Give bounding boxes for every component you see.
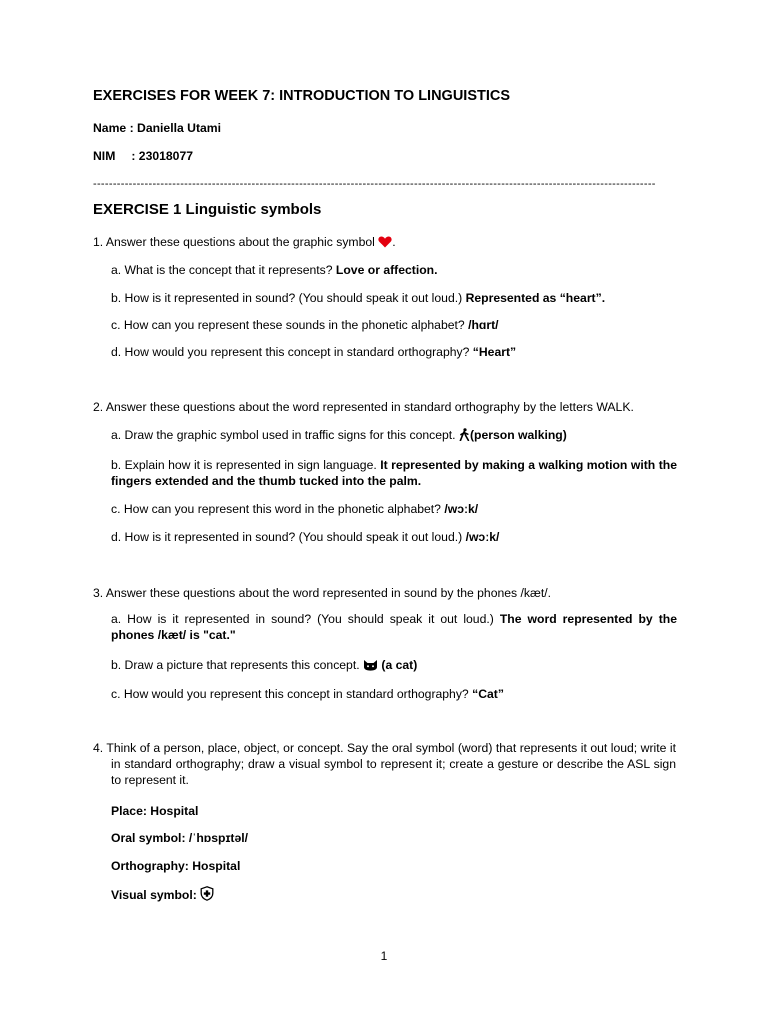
- divider-line: ----------------------------------------------------------------------------------------------------------------------------------------------: [93, 178, 656, 190]
- q3-a-question: a. How is it represented in sound? (You should speak it out loud.): [111, 612, 500, 626]
- q4-prompt: [93, 740, 676, 788]
- q2-d-answer: /wɔːk/: [465, 530, 500, 544]
- q1-b-question: b. How is it represented in sound? (You should speak it out loud.): [111, 291, 466, 305]
- exercise-heading: EXERCISE 1 Linguistic symbols: [93, 201, 322, 218]
- q3-a-answer: The word represented by the phones /kæt/ is "cat.": [111, 612, 677, 642]
- q2-d-question: d. How is it represented in sound? (You should speak it out loud.): [111, 530, 466, 544]
- person-walking-icon: [459, 428, 470, 445]
- q2-c: [111, 501, 677, 517]
- q3-c-question: c. How would you represent this concept in standard orthography?: [111, 687, 473, 701]
- q2-c-question: c. How can you represent this word in the phonetic alphabet?: [111, 502, 445, 516]
- q1-a-answer: Love or affection.: [335, 263, 438, 277]
- cat-face-icon: [363, 659, 378, 675]
- heart-icon: [378, 236, 392, 252]
- q1-a-question: a. What is the concept that it represents?: [111, 263, 336, 277]
- q1-d-answer: “Heart”: [472, 345, 517, 359]
- q2-a-question: a. Draw the graphic symbol used in traffic signs for this concept.: [111, 428, 459, 442]
- q1-prompt-end: .: [392, 235, 396, 249]
- q1-a: [111, 262, 677, 278]
- q3-b-question: b. Draw a picture that represents this concept.: [111, 658, 363, 672]
- hospital-shield-icon: [200, 886, 214, 905]
- q2-b-question: b. Explain how it is represented in sign language.: [111, 458, 381, 472]
- q4-visual-symbol: [111, 886, 677, 905]
- q1-b: [111, 290, 677, 306]
- q3-a: [111, 611, 677, 643]
- q2-b-answer: It represented by making a walking motion with the fingers extended and the thumb tucked into the palm.: [111, 458, 677, 488]
- q2-c-answer: /wɔːk/: [444, 502, 479, 516]
- q1-prompt: [93, 234, 683, 252]
- document-title: EXERCISES FOR WEEK 7: INTRODUCTION TO LINGUISTICS: [93, 88, 511, 104]
- q2-a: [111, 427, 677, 445]
- q2-d: [111, 529, 677, 545]
- q3-c: [111, 686, 677, 702]
- q4-oral-symbol: Oral symbol: /ˈhɒspɪtəl/: [111, 831, 248, 845]
- q1-d-question: d. How would you represent this concept in standard orthography?: [111, 345, 473, 359]
- q4-visual-label: Visual symbol:: [111, 888, 201, 902]
- q3-b-answer: (a cat): [381, 658, 418, 672]
- q2-b: [111, 457, 677, 489]
- q4-place: Place: Hospital: [111, 804, 199, 818]
- q3-b: [111, 657, 677, 675]
- q4-prompt-text: 4. Think of a person, place, object, or concept. Say the oral symbol (word) that represents it out loud; write it in standard orthography; draw a visual symbol to represent it; create a gesture or describe the ASL sign to represent it.: [93, 741, 676, 787]
- q1-b-answer: Represented as “heart”.: [465, 291, 606, 305]
- q1-c-answer: /hɑrt/: [468, 318, 499, 332]
- page-number: 1: [380, 949, 388, 963]
- q2-a-answer: (person walking): [469, 428, 567, 442]
- q3-c-answer: “Cat”: [472, 687, 504, 701]
- q1-c-question: c. How can you represent these sounds in the phonetic alphabet?: [111, 318, 469, 332]
- q1-c: [111, 317, 677, 333]
- q2-prompt: 2. Answer these questions about the word represented in standard orthography by the letters WALK.: [93, 400, 634, 414]
- student-name: Name : Daniella Utami: [93, 121, 222, 135]
- q1-prompt-text: 1. Answer these questions about the graphic symbol: [93, 235, 375, 249]
- q3-prompt: 3. Answer these questions about the word represented in sound by the phones /kæt/.: [93, 586, 552, 600]
- nim-value: : 23018077: [131, 149, 194, 163]
- nim-label: NIM: [93, 149, 116, 163]
- q4-orthography: Orthography: Hospital: [111, 859, 241, 873]
- q1-d: [111, 344, 677, 360]
- student-nim: [93, 148, 193, 164]
